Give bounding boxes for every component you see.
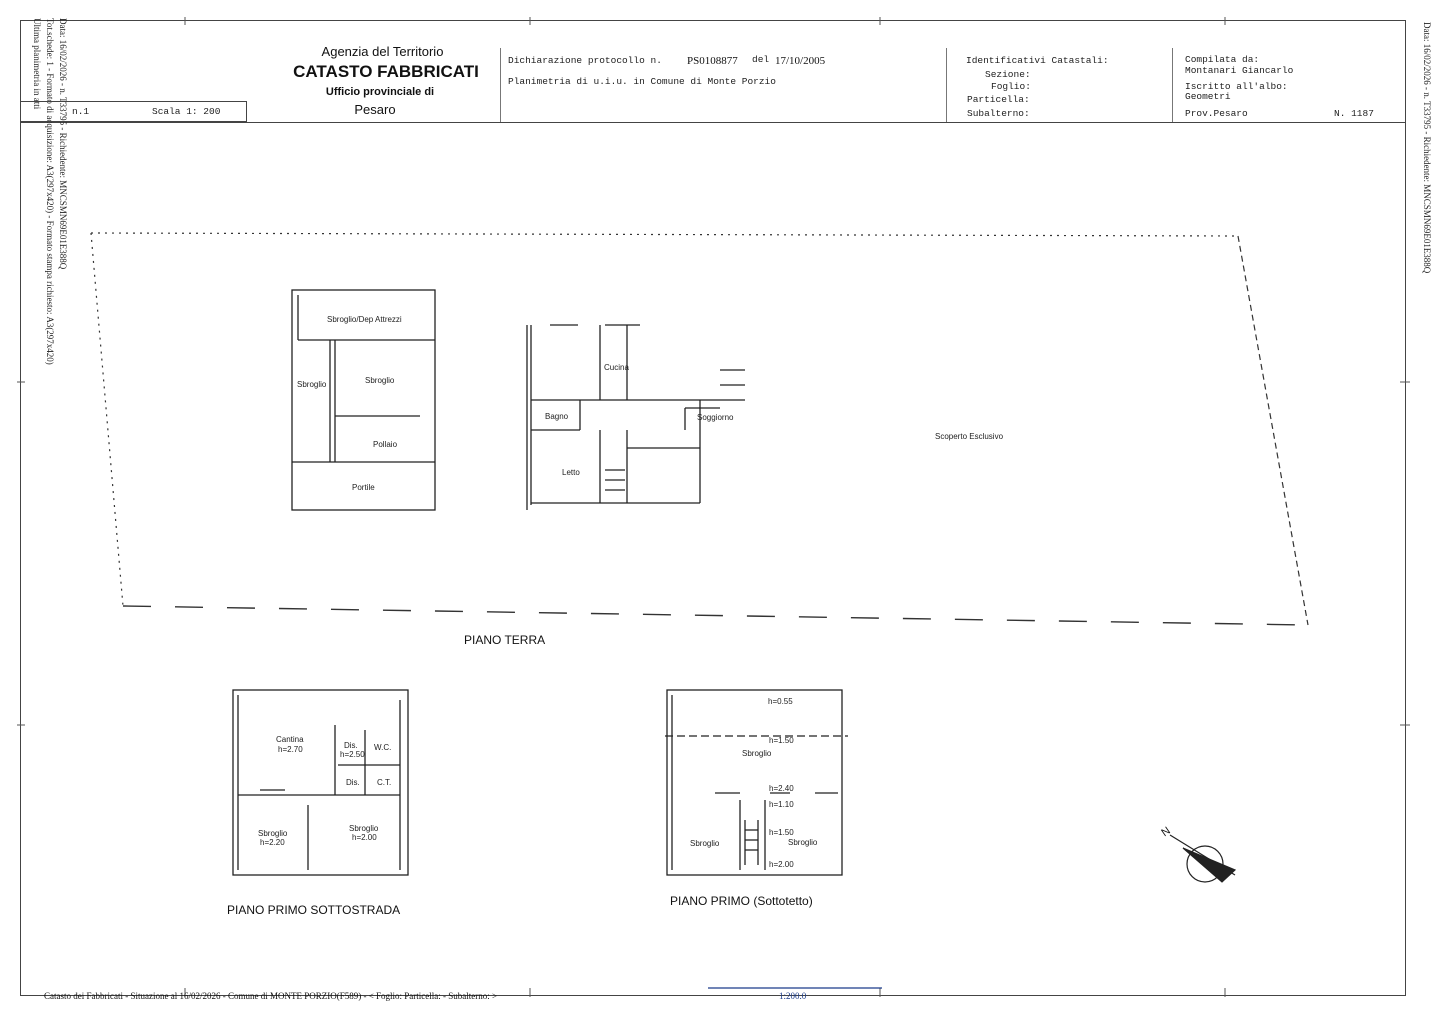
room-height: h=2.00: [352, 833, 377, 842]
room-height: h=2.70: [278, 745, 303, 754]
room-label: Cucina: [604, 363, 629, 372]
particella-label: Particella:: [967, 94, 1030, 105]
room-label: Portile: [352, 483, 375, 492]
room-label: Dis.: [346, 778, 360, 787]
room-label: Sbroglio: [365, 376, 395, 385]
albo-name: Geometri: [1185, 91, 1231, 102]
left-margin-text-1: Data: 16/02/2026 - n. T33795 - Richiedente: MNCSMN69E01E388Q: [58, 18, 68, 270]
room-label: W.C.: [374, 743, 392, 752]
province-label: Prov.Pesaro: [1185, 108, 1248, 119]
ident-title: Identificativi Catastali:: [966, 55, 1109, 66]
left-margin-text-3: Ultima planimetria in atti: [32, 18, 42, 110]
room-height: h=2.00: [769, 860, 794, 869]
room-label: Letto: [562, 468, 580, 477]
iscritto-label: Iscritto all'albo:: [1185, 81, 1288, 92]
room-label: Scoperto Esclusivo: [935, 432, 1004, 441]
room-label: Bagno: [545, 412, 569, 421]
footer-situazione: Catasto dei Fabbricati - Situazione al 16/02/2026 - Comune di MONTE PORZIO(F589) - < Foglio: Particella: - Subalterno: >: [44, 991, 498, 1001]
plan-title-primo: PIANO PRIMO (Sottotetto): [670, 894, 813, 908]
foglio-label: Foglio:: [991, 81, 1031, 92]
room-height: h=1.50: [769, 828, 794, 837]
plan-title-piano-terra: PIANO TERRA: [464, 633, 546, 647]
room-label: Soggiorno: [697, 413, 734, 422]
sheet-number: n.1: [72, 106, 90, 117]
room-label: Sbroglio: [742, 749, 772, 758]
room-label: Cantina: [276, 735, 304, 744]
compilata-name: Montanari Giancarlo: [1185, 65, 1294, 76]
scale-label: Scala 1: 200: [152, 106, 221, 117]
room-height: h=2.40: [769, 784, 794, 793]
room-label: Sbroglio/Dep Attrezzi: [327, 315, 402, 324]
room-height: h=1.10: [769, 800, 794, 809]
room-label: Sbroglio: [788, 838, 818, 847]
compilata-label: Compilata da:: [1185, 54, 1260, 65]
left-margin-text-2: Tot.schede: 1 - Formato di acquisizione: A3(297x420) - Formato stampa richiesto: A3(297x420): [45, 18, 55, 365]
protocol-date: 17/10/2005: [775, 55, 826, 67]
room-label: Pollaio: [373, 440, 398, 449]
catasto-title: CATASTO FABBRICATI: [293, 62, 479, 81]
right-margin-text-1: Data: 16/02/2026 - n. T33795 - Richiedente: MNCSMN69E01E388Q: [1422, 22, 1432, 274]
north-arrow-graphic: [1170, 835, 1235, 882]
room-height: h=0.55: [768, 697, 793, 706]
sezione-label: Sezione:: [985, 69, 1031, 80]
registration-number: N. 1187: [1334, 108, 1374, 119]
protocol-label: Dichiarazione protocollo n.: [508, 55, 662, 66]
room-label: C.T.: [377, 778, 392, 787]
room-label: Dis.: [344, 741, 358, 750]
planimetria-label: Planimetria di u.i.u. in Comune di Monte Porzio: [508, 76, 776, 87]
room-height: h=2.50: [340, 750, 365, 759]
protocol-number: PS0108877: [687, 55, 738, 67]
tick-marks: [17, 17, 1410, 997]
room-label: Sbroglio: [297, 380, 327, 389]
agency-name: Agenzia del Territorio: [321, 44, 444, 59]
room-label: Sbroglio: [258, 829, 288, 838]
room-label: Sbroglio: [690, 839, 720, 848]
room-label: Sbroglio: [349, 824, 379, 833]
room-height: h=2.20: [260, 838, 285, 847]
room-height: h=1.50: [769, 736, 794, 745]
plan-title-sottostrada: PIANO PRIMO SOTTOSTRADA: [227, 903, 401, 917]
protocol-del: del: [752, 54, 770, 65]
ufficio-city: Pesaro: [354, 102, 396, 117]
north-label: N: [1159, 824, 1173, 840]
ufficio-label: Ufficio provinciale di: [325, 86, 435, 98]
subalterno-label: Subalterno:: [967, 108, 1030, 119]
footer-scale-label: 1:200.0: [779, 991, 807, 1001]
